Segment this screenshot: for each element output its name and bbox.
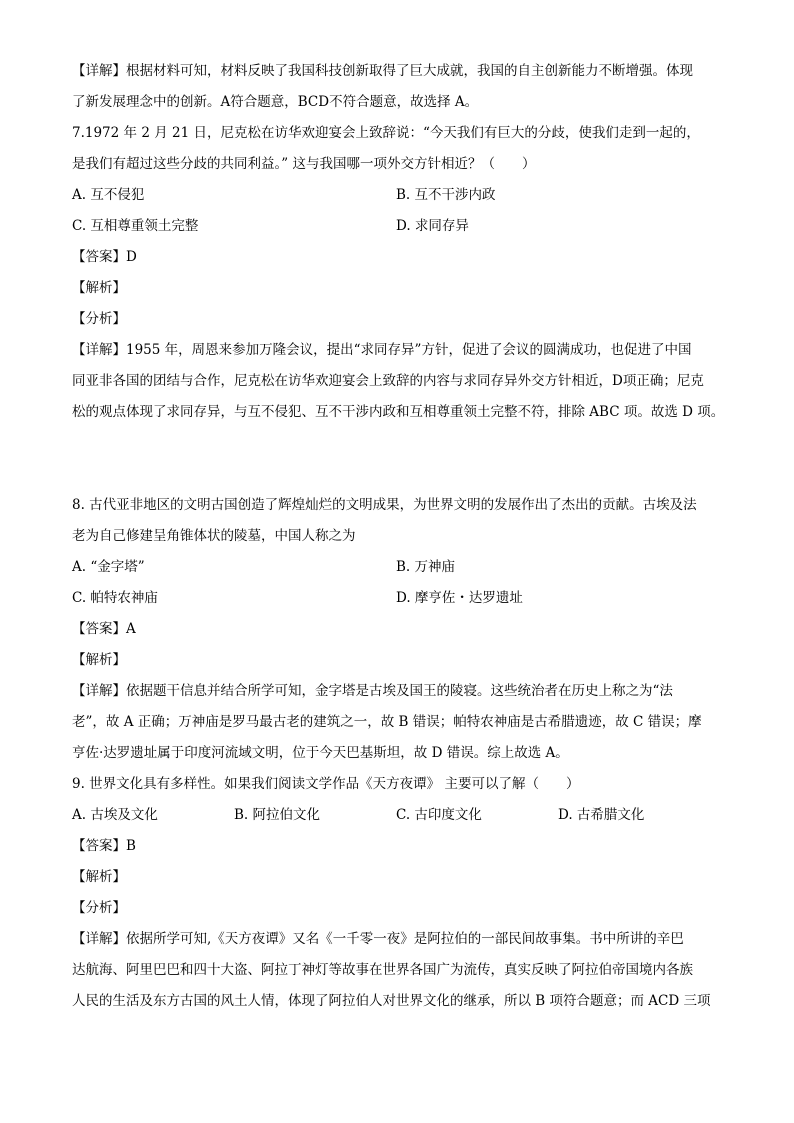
q9-options-row xyxy=(72,800,732,831)
q7-detail-line3: 松的观点体现了求同存异，与互不侵犯、互不干涉内政和互相尊重领土完整不符，排除 ABC 项。故选 D 项。 xyxy=(72,404,725,420)
q7-analysis-label: 【解析】 xyxy=(72,280,126,296)
q8-options-row2 xyxy=(72,583,732,614)
q6-detail-line2: 了新发展理念中的创新。A符合题意，BCD不符合题意，故选择 A。 xyxy=(72,94,479,110)
q8-detail-label: 【详解】 xyxy=(72,683,126,699)
q9-detail-line3: 人民的生活及东方古国的风土人情，体现了阿拉伯人对世界文化的继承，所以 B 项符合题意；而 ACD 三项 xyxy=(72,993,711,1009)
q8-detail-line1: 【详解】依据题干信息并结合所学可知，金字塔是古埃及国王的陵寝。这些统治者在历史上称之为“法 xyxy=(72,683,673,699)
q7-answer-label: 【答案】 xyxy=(72,249,126,265)
q9-option-c: C. 古印度文化 xyxy=(396,807,482,823)
q7-option-d: D. 求同存异 xyxy=(396,218,469,234)
q7-option-b: B. 互不干涉内政 xyxy=(396,187,496,203)
q7-option-c: C. 互相尊重领土完整 xyxy=(72,218,199,234)
q9-answer-label: 【答案】 xyxy=(72,838,126,854)
q8-answer-label: 【答案】 xyxy=(72,621,126,637)
q8-option-b: B. 万神庙 xyxy=(396,559,456,575)
q7-option-a: A. 互不侵犯 xyxy=(72,187,145,203)
q9-detail-line2: 达航海、阿里巴巴和四十大盗、阿拉丁神灯等故事在世界各国广为流传，真实反映了阿拉伯帝国境内各族 xyxy=(72,962,693,978)
q7-answer-value: D xyxy=(126,249,137,265)
q9-option-b: B. 阿拉伯文化 xyxy=(234,807,321,823)
q9-answer xyxy=(72,831,732,862)
q9-detail-label: 【详解】 xyxy=(72,931,126,947)
q8-analysis-label: 【解析】 xyxy=(72,652,126,668)
q8-detail-line2: 老”，故 A 正确；万神庙是罗马最古老的建筑之一，故 B 错误；帕特农神庙是古希腊遗迹，故 C 错误；摩 xyxy=(72,714,702,730)
q8-answer xyxy=(72,614,732,645)
q8-option-c: C. 帕特农神庙 xyxy=(72,590,158,606)
document-page xyxy=(72,56,732,1017)
q7-stem-line1: 7.1972 年 2 月 21 日，尼克松在访华欢迎宴会上致辞说：“今天我们有巨大的分歧，使我们走到一起的， xyxy=(72,125,700,141)
q7-stem-line2: 是我们有超过这些分歧的共同利益。” 这与我国哪一项外交方针相近？（ ） xyxy=(72,156,536,172)
q9-option-a: A. 古埃及文化 xyxy=(72,807,158,823)
q6-detail-label: 【详解】 xyxy=(72,63,126,79)
q9-analysis-label: 【解析】 xyxy=(72,869,126,885)
q9-detail-line1: 【详解】依据所学可知,《天方夜谭》又名《一千零一夜》是阿拉伯的一部民间故事集。书中所讲的辛巴 xyxy=(72,931,684,947)
q7-detail-line1: 【详解】1955 年，周恩来参加万隆会议，提出“求同存异”方针，促进了会议的圆满成功，也促进了中国 xyxy=(72,342,692,358)
q8-option-a: A. “金字塔” xyxy=(72,559,145,575)
q7-fenxi-label: 【分析】 xyxy=(72,311,126,327)
q8-stem-line1: 8. 古代亚非地区的文明古国创造了辉煌灿烂的文明成果，为世界文明的发展作出了杰出的贡献。古埃及法 xyxy=(72,497,697,513)
q9-stem: 9. 世界文化具有多样性。如果我们阅读文学作品《天方夜谭》 主要可以了解（ ） xyxy=(72,776,580,792)
q8-detail-line3: 亨佐·达罗遗址属于印度河流域文明，位于今天巴基斯坦，故 D 错误。综上故选 A。 xyxy=(72,745,569,761)
q9-option-d: D. 古希腊文化 xyxy=(558,807,645,823)
q8-option-d: D. 摩亨佐・达罗遗址 xyxy=(396,590,523,606)
q7-detail-line2: 同亚非各国的团结与合作，尼克松在访华欢迎宴会上致辞的内容与求同存异外交方针相近，D项正确；尼克 xyxy=(72,373,704,389)
q7-options-row1 xyxy=(72,180,732,211)
q9-fenxi-label: 【分析】 xyxy=(72,900,126,916)
q8-answer-value: A xyxy=(126,621,136,637)
q9-answer-value: B xyxy=(126,838,136,854)
q6-detail-line1: 【详解】根据材料可知，材料反映了我国科技创新取得了巨大成就，我国的自主创新能力不断增强。体现 xyxy=(72,63,693,79)
q7-answer xyxy=(72,242,732,273)
section-gap xyxy=(72,428,732,490)
q7-options-row2 xyxy=(72,211,732,242)
q8-stem-line2: 老为自己修建呈角锥体状的陵墓，中国人称之为 xyxy=(72,528,356,544)
q7-detail-label: 【详解】 xyxy=(72,342,126,358)
q8-options-row1 xyxy=(72,552,732,583)
